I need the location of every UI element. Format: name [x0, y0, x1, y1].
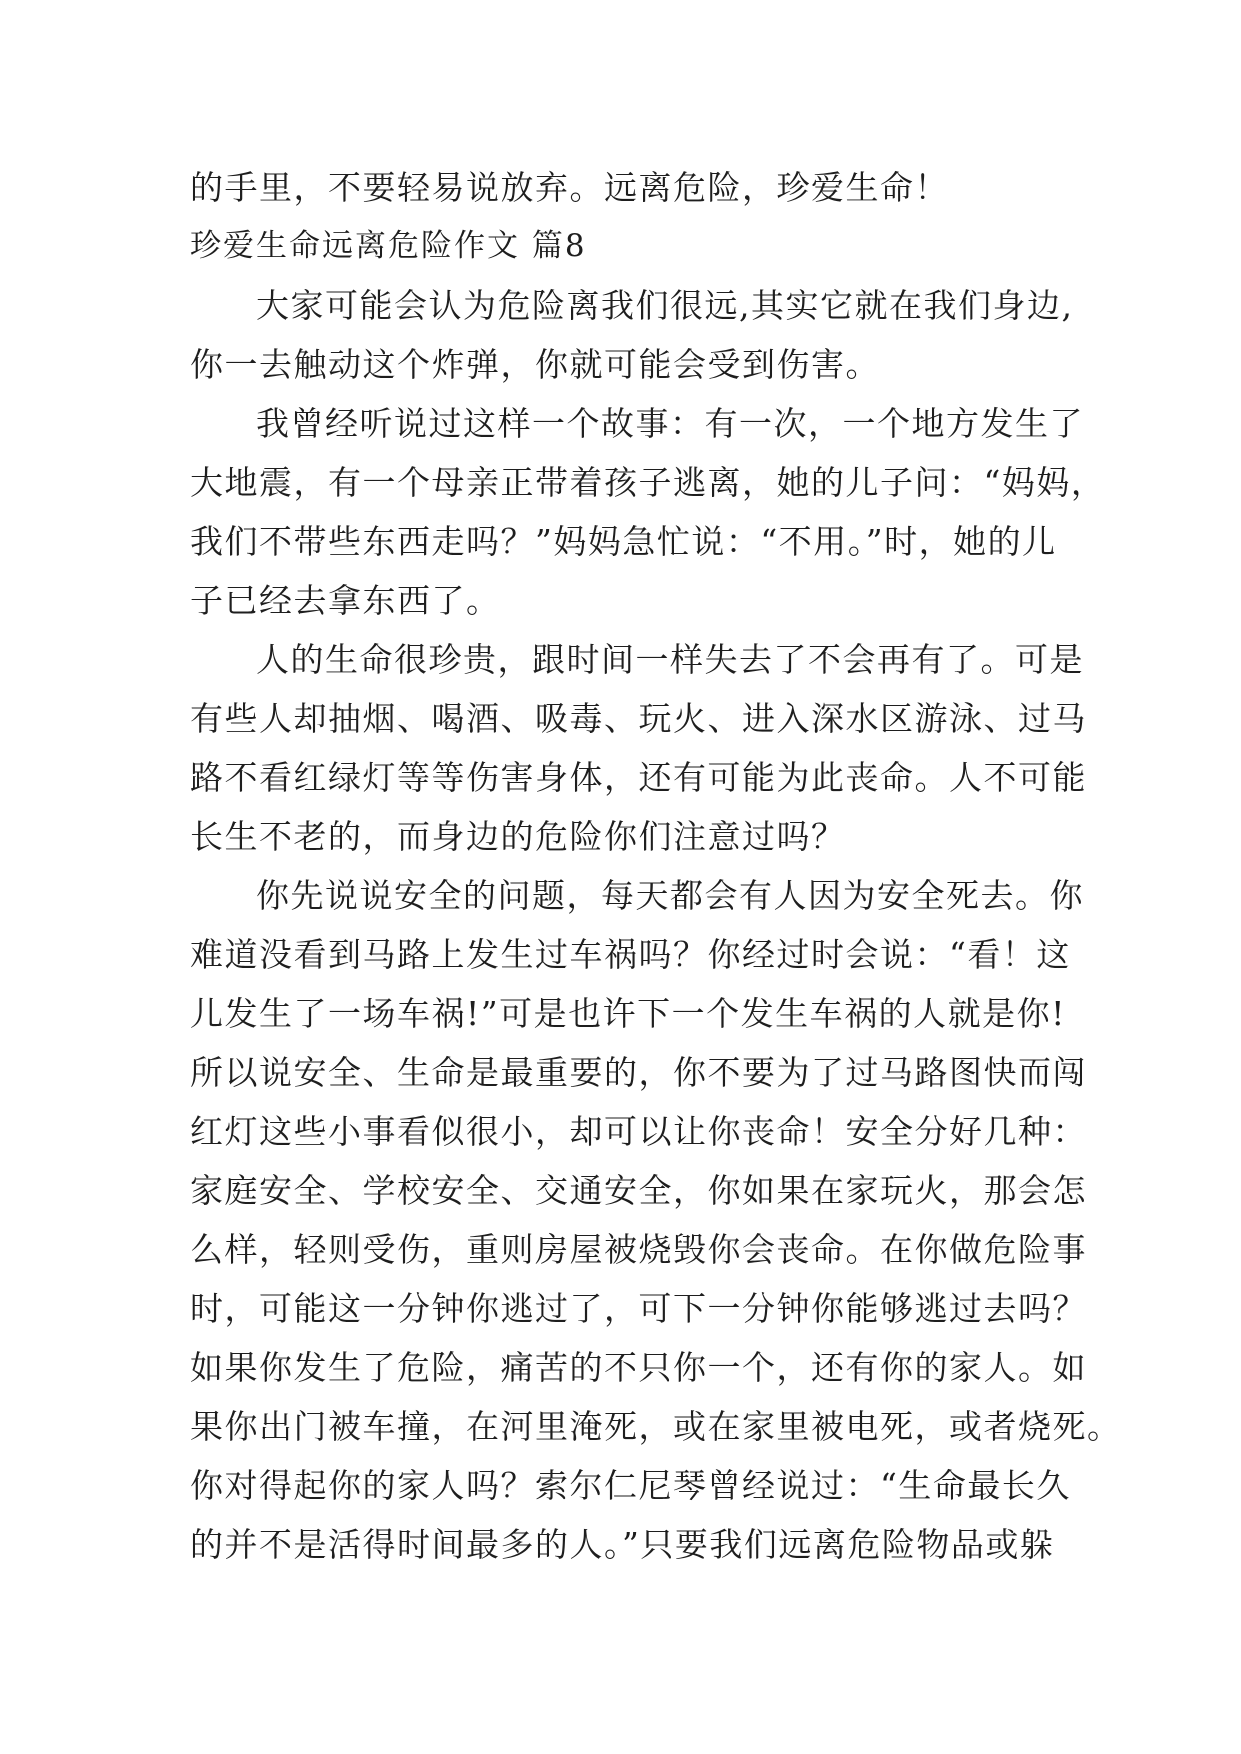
- paragraph-line: 你一去触动这个炸弹，你就可能会受到伤害。: [190, 345, 880, 384]
- paragraph-line: 的手里，不要轻易说放弃。远离危险，珍爱生命！: [190, 168, 949, 207]
- paragraph-line: 你先说说安全的问题，每天都会有人因为安全死去。你: [256, 876, 1084, 915]
- paragraph-line: 你对得起你的家人吗？索尔仁尼琴曾经说过：“生命最长久: [190, 1466, 1071, 1505]
- paragraph-line: 路不看红绿灯等等伤害身体，还有可能为此丧命。人不可能: [190, 758, 1087, 797]
- paragraph-line: 的并不是活得时间最多的人。”只要我们远离危险物品或躲: [190, 1525, 1055, 1564]
- paragraph-line: 有些人却抽烟、喝酒、吸毒、玩火、进入深水区游泳、过马: [190, 699, 1087, 738]
- paragraph-line: 时，可能这一分钟你逃过了，可下一分钟你能够逃过去吗？: [190, 1289, 1087, 1328]
- paragraph-line: 长生不老的，而身边的危险你们注意过吗？: [190, 817, 846, 856]
- paragraph-line: 难道没看到马路上发生过车祸吗？你经过时会说：“看！这: [190, 935, 1071, 974]
- paragraph-line: 么样，轻则受伤，重则房屋被烧毁你会丧命。在你做危险事: [190, 1230, 1087, 1269]
- paragraph-line: 儿发生了一场车祸!”可是也许下一个发生车祸的人就是你!: [190, 994, 1066, 1033]
- paragraph-line: 所以说安全、生命是最重要的，你不要为了过马路图快而闯: [190, 1053, 1087, 1092]
- paragraph-line: 果你出门被车撞，在河里淹死，或在家里被电死，或者烧死。: [190, 1407, 1122, 1446]
- paragraph-line: 人的生命很珍贵，跟时间一样失去了不会再有了。可是: [256, 640, 1084, 679]
- paragraph-line: 我们不带些东西走吗？”妈妈急忙说：“不用。”时，她的儿: [190, 522, 1057, 561]
- essay-title: 珍爱生命远离危险作文 篇8: [190, 228, 587, 264]
- document-body: [190, 158, 1122, 1574]
- paragraph-line: 大家可能会认为危险离我们很远,其实它就在我们身边,: [256, 286, 1074, 325]
- paragraph-line: 子已经去拿东西了。: [190, 581, 501, 620]
- paragraph-line: 大地震，有一个母亲正带着孩子逃离，她的儿子问：“妈妈，: [190, 463, 1106, 502]
- paragraph-line: 红灯这些小事看似很小，却可以让你丧命！安全分好几种：: [190, 1112, 1087, 1151]
- paragraph-line: 家庭安全、学校安全、交通安全，你如果在家玩火，那会怎: [190, 1171, 1087, 1210]
- paragraph-line: 如果你发生了危险，痛苦的不只你一个，还有你的家人。如: [190, 1348, 1087, 1387]
- paragraph-line: 我曾经听说过这样一个故事：有一次，一个地方发生了: [256, 404, 1084, 443]
